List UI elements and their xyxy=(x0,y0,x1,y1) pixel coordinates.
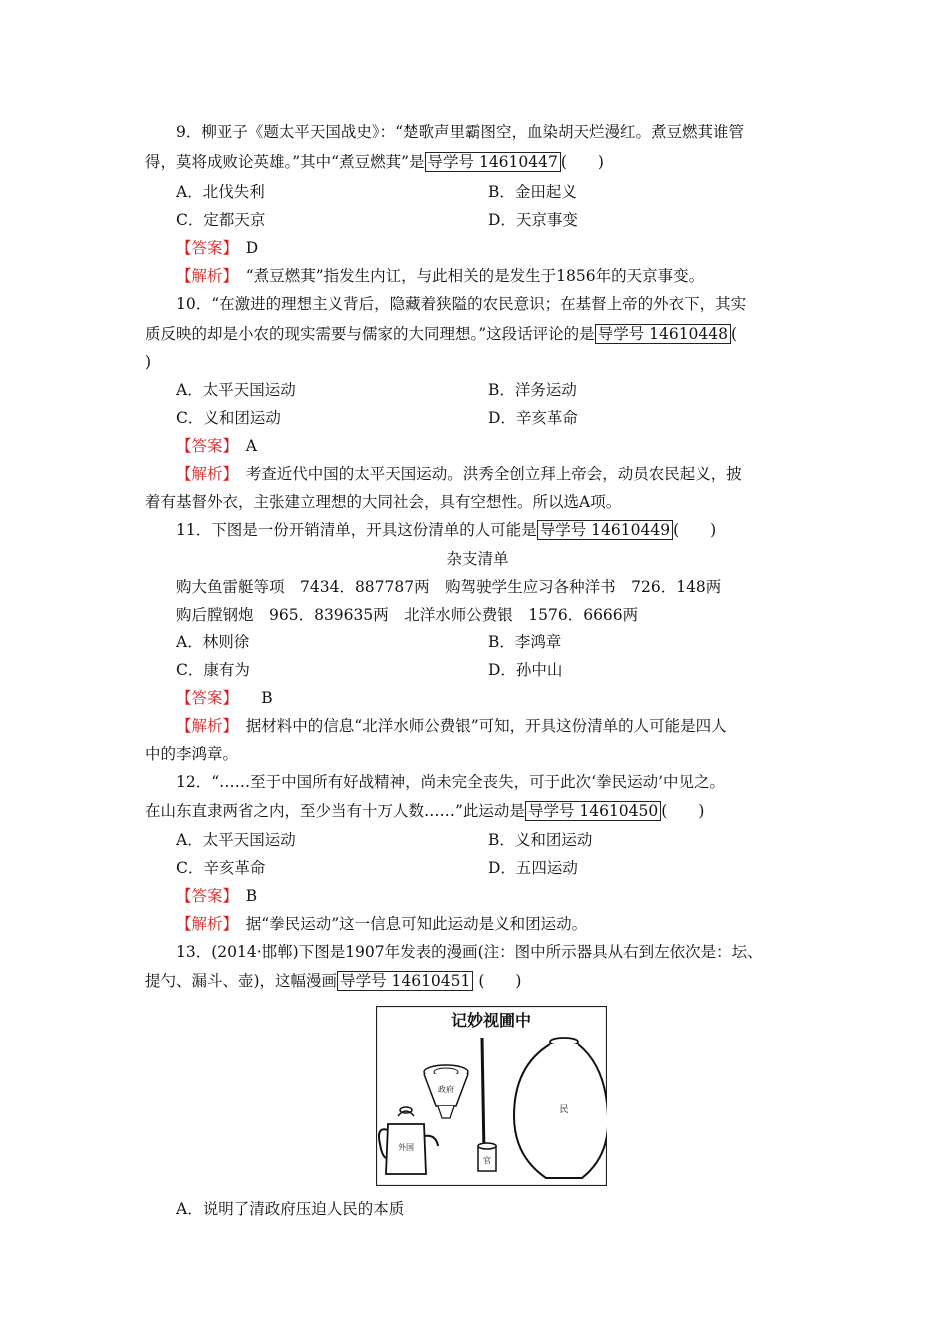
cartoon-image xyxy=(376,1006,607,1186)
q11-list-title: 杂支清单 xyxy=(446,550,509,568)
answer-tag: 【答案】 xyxy=(176,887,231,905)
q9-option-c: C．定都天京 xyxy=(176,211,266,229)
q12-option-a: A．太平天国运动 xyxy=(176,831,296,849)
q10-stem-line2 xyxy=(145,324,810,344)
q13-stem-line2 xyxy=(145,971,810,991)
q12-answer xyxy=(176,886,841,906)
q12-guide-number: 导学号 14610450 xyxy=(525,801,661,821)
q12-option-d: D．五四运动 xyxy=(488,859,578,877)
q11-answer xyxy=(176,688,841,708)
q10-stem-text: 质反映的却是小农的现实需要与儒家的大同理想。”这段话评论的是 xyxy=(145,325,595,343)
analysis-tag: 【解析】 xyxy=(176,717,231,735)
q9-guide-number: 导学号 14610447 xyxy=(425,152,561,172)
cartoon-title: 记妙视圃中 xyxy=(450,1011,532,1030)
q12-stem-line2 xyxy=(145,801,810,821)
q9-answer-value: D xyxy=(245,239,259,257)
cup-label: 官 xyxy=(483,1156,491,1165)
q12-stem-line1: 12．“……至于中国所有好战精神，尚未完全丧失，可于此次‘拳民运动’中见之。 xyxy=(176,773,726,791)
q11-stem xyxy=(176,520,841,540)
q11-list-line1: 购大鱼雷艇等项 7434．887787两 购驾驶学生应习各种洋书 726．148两 xyxy=(176,578,722,596)
analysis-tag: 【解析】 xyxy=(176,915,231,933)
q11-analysis-line1 xyxy=(176,716,841,736)
q13-stem-text: 提勺、漏斗、壶)，这幅漫画 xyxy=(145,972,338,990)
answer-tag: 【答案】 xyxy=(176,689,231,707)
q13-paren: ( ) xyxy=(478,972,522,990)
q9-option-d: D．天京事变 xyxy=(488,211,578,229)
q12-option-b: B．义和团运动 xyxy=(488,831,593,849)
q10-paren-close: ) xyxy=(145,353,152,371)
q11-option-c: C．康有为 xyxy=(176,661,250,679)
q9-stem-text: 得，莫将成败论英雄。”其中“煮豆燃萁”是 xyxy=(145,153,425,171)
q11-analysis-text: 据材料中的信息“北洋水师公费银”可知，开具这份清单的人可能是四人 xyxy=(245,717,727,735)
q12-option-c: C．辛亥革命 xyxy=(176,859,266,877)
q11-answer-value: B xyxy=(261,689,273,707)
teapot-label: 外国 xyxy=(398,1143,414,1152)
q11-paren: ( ) xyxy=(673,521,717,539)
q10-option-b: B．洋务运动 xyxy=(488,381,577,399)
q11-guide-number: 导学号 14610449 xyxy=(537,520,673,540)
q12-analysis-text: 据“拳民运动”这一信息可知此运动是义和团运动。 xyxy=(245,915,588,933)
q10-option-c: C．义和团运动 xyxy=(176,409,281,427)
q11-analysis-line2: 中的李鸿章。 xyxy=(145,745,239,763)
q11-option-b: B．李鸿章 xyxy=(488,633,562,651)
analysis-tag: 【解析】 xyxy=(176,465,231,483)
q12-answer-value: B xyxy=(245,887,258,905)
q12-paren: ( ) xyxy=(661,802,705,820)
q10-option-d: D．辛亥革命 xyxy=(488,409,578,427)
q9-analysis-text: “煮豆燃萁”指发生内讧，与此相关的是发生于1856年的天京事变。 xyxy=(245,267,705,285)
q10-analysis-line1 xyxy=(176,464,841,484)
answer-tag: 【答案】 xyxy=(176,437,231,455)
analysis-tag: 【解析】 xyxy=(176,267,231,285)
q10-paren-open: ( xyxy=(731,325,738,343)
q12-analysis xyxy=(176,914,841,934)
answer-tag: 【答案】 xyxy=(176,239,231,257)
q10-answer xyxy=(176,436,841,456)
q9-stem-line1: 9．柳亚子《题太平天国战史》：“楚歌声里霸图空，血染胡天烂漫红。煮豆燃萁谁管 xyxy=(176,123,745,141)
q10-stem-line1: 10．“在激进的理想主义背后，隐藏着狭隘的农民意识；在基督上帝的外衣下，其实 xyxy=(176,295,747,313)
q10-option-a: A．太平天国运动 xyxy=(176,381,296,399)
q13-guide-number: 导学号 14610451 xyxy=(337,971,473,991)
q11-option-d: D．孙中山 xyxy=(488,661,563,679)
q11-list-line2: 购后膛钢炮 965．839635两 北洋水师公费银 1576．6666两 xyxy=(176,606,639,624)
q9-option-a: A．北伐失利 xyxy=(176,183,265,201)
q13-stem-line1: 13．(2014·邯郸)下图是1907年发表的漫画(注：图中所示器具从右到左依次是：坛、 xyxy=(176,943,763,961)
q10-guide-number: 导学号 14610448 xyxy=(595,324,731,344)
q11-stem-text: 11．下图是一份开销清单，开具这份清单的人可能是 xyxy=(176,521,537,539)
q10-answer-value: A xyxy=(245,437,257,455)
q12-stem-text: 在山东直隶两省之内，至少当有十万人数……”此运动是 xyxy=(145,802,525,820)
q9-stem-line2 xyxy=(145,152,810,172)
jar-label: 民 xyxy=(559,1105,569,1115)
q10-analysis-text: 考查近代中国的太平天国运动。洪秀全创立拜上帝会，动员农民起义，披 xyxy=(245,465,742,483)
ladle-icon xyxy=(482,1038,484,1154)
q10-analysis-line2: 着有基督外衣，主张建立理想的大同社会，具有空想性。所以选A项。 xyxy=(145,493,622,511)
q9-analysis xyxy=(176,266,841,286)
q9-option-b: B．金田起义 xyxy=(488,183,577,201)
funnel-label: 政府 xyxy=(438,1085,454,1094)
q11-option-a: A．林则徐 xyxy=(176,633,250,651)
q13-option-a: A．说明了清政府压迫人民的本质 xyxy=(176,1200,405,1218)
q9-paren: ( ) xyxy=(560,153,604,171)
q9-answer xyxy=(176,238,841,258)
